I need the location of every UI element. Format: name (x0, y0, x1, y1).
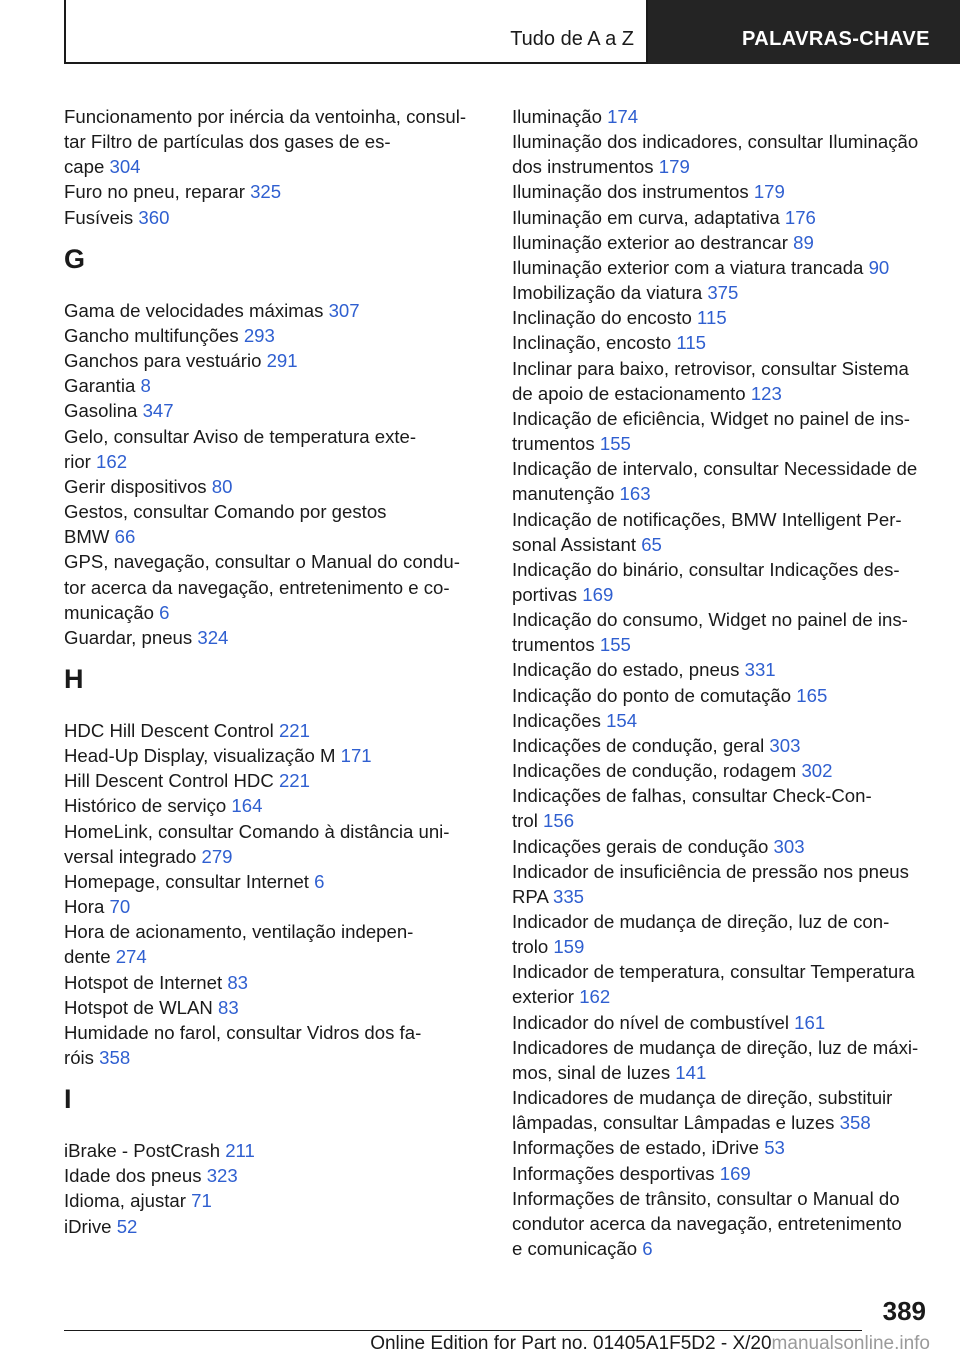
index-entry (64, 205, 484, 230)
index-entry-line: Head-Up Display, visualização M (64, 745, 336, 767)
page-reference-link[interactable]: 303 (773, 835, 805, 857)
index-entry-line: Hora (64, 896, 105, 918)
index-entry-line: róis (64, 1047, 94, 1068)
index-entry (64, 1163, 484, 1188)
page-reference-link[interactable]: 8 (140, 375, 151, 397)
page-reference-link[interactable]: 221 (278, 770, 310, 792)
index-entry-text (512, 984, 942, 1009)
index-entry-line: BMW (64, 526, 110, 548)
index-entry-line: Informações desportivas (512, 1162, 715, 1184)
index-entry (512, 1010, 942, 1035)
index-entry-line: Indicações gerais de condução (512, 835, 769, 857)
index-entry-line: Indicação do ponto de comutação (512, 684, 792, 706)
page-reference-link[interactable]: 323 (206, 1165, 238, 1187)
index-entry-line: versal integrado (64, 845, 197, 867)
index-entry (64, 474, 484, 499)
section-tab-label: Tudo de A a Z (510, 28, 634, 50)
index-entry-line: Garantia (64, 375, 136, 397)
index-entry-text (64, 1138, 484, 1163)
index-entry-text (512, 179, 942, 204)
page-reference-link[interactable]: 358 (99, 1047, 131, 1068)
index-entry-text (64, 373, 484, 398)
page-reference-link[interactable]: 347 (142, 400, 174, 422)
index-entry-line: Histórico de serviço (64, 795, 227, 817)
index-entry-text (64, 499, 484, 524)
index-entry-line: Gelo, consultar Aviso de temperatura exte- (64, 425, 417, 447)
page-reference-link[interactable]: 279 (201, 845, 233, 867)
page-reference-link[interactable]: 176 (784, 206, 816, 228)
index-entry-line: sonal Assistant (512, 533, 637, 555)
index-entry (512, 859, 942, 909)
index-entry (512, 1186, 942, 1261)
index-entry (512, 179, 942, 204)
page-reference-link[interactable]: 360 (138, 206, 170, 228)
index-entry-text (64, 718, 484, 743)
chapter-tab-label: PALAVRAS-CHAVE (742, 28, 930, 50)
page-reference-link[interactable]: 375 (707, 282, 739, 304)
index-entry-text (512, 758, 942, 783)
index-entry-line: Indicação de notificações, BMW Intelligent Per- (512, 508, 902, 530)
page-reference-link[interactable]: 83 (218, 996, 239, 1018)
page-reference-link[interactable]: 156 (543, 810, 575, 832)
index-entry-line: Inclinação, encosto (512, 332, 672, 354)
index-entry (512, 305, 942, 330)
index-entry-text (512, 1236, 942, 1261)
index-entry (64, 499, 484, 549)
index-entry-line: Indicação do consumo, Widget no painel de ins- (512, 609, 908, 631)
index-entry (512, 557, 942, 607)
index-entry-line: de apoio de estacionamento (512, 382, 746, 404)
index-entry (512, 129, 942, 179)
index-entry (512, 456, 942, 506)
index-entry (512, 507, 942, 557)
index-entry (64, 718, 484, 743)
index-entry-text (512, 934, 942, 959)
index-entry-line: Guardar, pneus (64, 626, 193, 648)
page-reference-link[interactable]: 165 (796, 684, 828, 706)
page-reference-link[interactable]: 302 (801, 760, 833, 782)
index-entry-line: portivas (512, 583, 578, 605)
index-entry (512, 205, 942, 230)
index-entry-text (512, 859, 942, 884)
page-reference-link[interactable]: 65 (641, 533, 662, 555)
page-reference-link[interactable]: 155 (599, 634, 631, 656)
index-entry-text (512, 632, 942, 657)
index-entry-text (64, 474, 484, 499)
index-entry-text (512, 557, 942, 582)
index-entry-line: Iluminação dos instrumentos (512, 181, 749, 203)
page-reference-link[interactable]: 358 (839, 1112, 871, 1134)
index-entry-line: Idade dos pneus (64, 1165, 202, 1187)
page-reference-link[interactable]: 162 (96, 450, 128, 472)
index-entry (64, 323, 484, 348)
index-entry (64, 894, 484, 919)
index-entry-line: lâmpadas, consultar Lâmpadas e luzes (512, 1112, 835, 1134)
index-entry (512, 758, 942, 783)
index-entry (512, 1135, 942, 1160)
page-reference-link[interactable]: 70 (109, 896, 131, 918)
index-entry-line: Indicador de temperatura, consultar Temperatura (512, 961, 915, 983)
page-reference-link[interactable]: 303 (769, 734, 801, 756)
index-entry-text (512, 657, 942, 682)
index-entry-line: trumentos (512, 433, 595, 455)
index-entry-line: tor acerca da navegação, entretenimento e co- (64, 576, 450, 598)
index-entry (512, 356, 942, 406)
page-reference-link[interactable]: 6 (159, 601, 170, 623)
index-entry (64, 424, 484, 474)
index-entry-text (512, 230, 942, 255)
index-letter-heading: G (64, 243, 86, 274)
page-reference-link[interactable]: 141 (675, 1061, 707, 1083)
index-entry-line: Hotspot de WLAN (64, 996, 213, 1018)
index-entry (64, 819, 484, 869)
index-entry-text (64, 819, 484, 844)
index-entry-text (64, 919, 484, 944)
index-entry (512, 683, 942, 708)
index-entry-line: HDC Hill Descent Control (64, 719, 274, 741)
index-entry-text (512, 154, 942, 179)
page-reference-link[interactable]: 155 (599, 433, 631, 455)
index-entry-line: Indicações de condução, geral (512, 734, 765, 756)
index-entry-text (64, 894, 484, 919)
index-entry-text (64, 600, 484, 625)
index-entry-text (64, 1214, 484, 1239)
page-reference-link[interactable]: 169 (582, 583, 614, 605)
index-entry (512, 834, 942, 859)
page-reference-link[interactable]: 324 (197, 626, 229, 648)
index-entry-text (64, 768, 484, 793)
index-entry (512, 783, 942, 833)
index-entry-text (64, 793, 484, 818)
index-entry-text (512, 1085, 942, 1110)
index-entry (512, 255, 942, 280)
page-reference-link[interactable]: 52 (116, 1215, 138, 1237)
page-reference-link[interactable]: 83 (227, 971, 249, 993)
index-entry-text (512, 406, 942, 431)
index-entry-line: rior (64, 450, 91, 472)
index-entry-line: Gancho multifunções (64, 324, 239, 346)
index-entry-line: Fusíveis (64, 206, 134, 228)
index-entry-line: Gerir dispositivos (64, 475, 207, 497)
index-entry-text (512, 507, 942, 532)
index-entry-text (64, 129, 484, 154)
index-entry-text (512, 205, 942, 230)
footer-rule (64, 1330, 862, 1331)
index-entry-text (64, 1020, 484, 1045)
page-reference-link[interactable]: 325 (250, 181, 282, 203)
index-entry-line: trolo (512, 936, 549, 958)
page-reference-link[interactable]: 90 (868, 256, 890, 278)
index-entry-line: mos, sinal de luzes (512, 1061, 671, 1083)
index-entry-text (512, 909, 942, 934)
page-reference-link[interactable]: 179 (658, 156, 690, 178)
index-entry-text (512, 708, 942, 733)
index-entry-line: dente (64, 946, 111, 968)
footer-edition-text: Online Edition for Part no. 01405A1F5D2 - X/20 (370, 1333, 772, 1354)
index-entry (512, 1035, 942, 1085)
index-entry-line: Iluminação (512, 106, 602, 127)
index-entry-text (512, 1110, 942, 1135)
index-entry-text (512, 733, 942, 758)
index-entry-text (512, 808, 942, 833)
index-entry-line: Gasolina (64, 400, 138, 422)
page-reference-link[interactable]: 53 (764, 1137, 785, 1159)
index-entry (64, 768, 484, 793)
index-entry (512, 406, 942, 456)
index-entry-text (64, 869, 484, 894)
index-entry (64, 1020, 484, 1070)
index-entry-text (512, 1135, 942, 1160)
index-entry-text (512, 255, 942, 280)
index-entry-line: Idioma, ajustar (64, 1190, 186, 1212)
index-entry (512, 230, 942, 255)
index-entry-text (64, 449, 484, 474)
page-reference-link[interactable]: 89 (793, 231, 814, 253)
index-entry-line: cape (64, 156, 105, 178)
index-entry-text (512, 834, 942, 859)
index-entry-text (512, 1186, 942, 1211)
index-entry-line: Indicação de intervalo, consultar Necessidade de (512, 458, 918, 480)
index-entry-text (512, 481, 942, 506)
footer-watermark: manualsonline.info (771, 1333, 930, 1354)
index-entry-line: dos instrumentos (512, 156, 654, 178)
index-entry-text (512, 607, 942, 632)
index-entry-text (512, 129, 942, 154)
index-entry-text (512, 1035, 942, 1060)
index-entry-line: Humidade no farol, consultar Vidros dos fa- (64, 1021, 422, 1043)
index-entry (512, 657, 942, 682)
index-entry-text (512, 431, 942, 456)
index-entry-line: Indicadores de mudança de direção, substituir (512, 1087, 893, 1109)
footer-edition (370, 1333, 930, 1355)
index-entry (64, 348, 484, 373)
index-entry-text (512, 1161, 942, 1186)
page-number: 389 (882, 1296, 926, 1326)
index-entry-line: Indicação do binário, consultar Indicações des- (512, 558, 900, 580)
index-entry (64, 919, 484, 969)
page-reference-link[interactable]: 159 (553, 936, 585, 958)
index-entry (512, 708, 942, 733)
index-entry (64, 104, 484, 179)
index-entry-text (512, 305, 942, 330)
index-entry-text (64, 323, 484, 348)
index-entry (64, 625, 484, 650)
section-tab (64, 0, 648, 64)
index-entry (64, 1214, 484, 1239)
index-entry-text (64, 944, 484, 969)
page-reference-link[interactable]: 307 (328, 299, 360, 321)
index-entry (64, 869, 484, 894)
index-entry-line: iDrive (64, 1215, 112, 1237)
index-entry-line: Indicações (512, 709, 601, 731)
index-entry-line: Gama de velocidades máximas (64, 299, 324, 321)
index-entry-text (64, 1163, 484, 1188)
page-reference-link[interactable]: 335 (553, 885, 585, 907)
index-entry-text (512, 582, 942, 607)
index-entry-text (64, 970, 484, 995)
index-entry-text (512, 884, 942, 909)
index-entry-text (64, 154, 484, 179)
page-reference-link[interactable]: 163 (619, 483, 651, 505)
index-entry (512, 280, 942, 305)
page-reference-link[interactable]: 293 (243, 324, 275, 346)
index-entry (512, 909, 942, 959)
index-entry (512, 330, 942, 355)
index-entry-text (512, 1060, 942, 1085)
index-entry-line: Iluminação em curva, adaptativa (512, 206, 780, 228)
index-entry (64, 1188, 484, 1213)
index-entry-line: exterior (512, 986, 575, 1008)
index-entry (64, 179, 484, 204)
index-entry-text (64, 179, 484, 204)
page-reference-link[interactable]: 169 (719, 1162, 751, 1184)
index-entry-line: Informações de trânsito, consultar o Manual do (512, 1187, 900, 1209)
page-reference-link[interactable]: 304 (109, 156, 141, 178)
index-entry-line: Indicador do nível de combustível (512, 1011, 789, 1033)
page-reference-link[interactable]: 6 (314, 870, 325, 892)
index-entry-line: Iluminação exterior ao destrancar (512, 231, 788, 253)
page-reference-link[interactable]: 162 (579, 986, 611, 1008)
index-entry-text (512, 1010, 942, 1035)
index-entry (512, 1085, 942, 1135)
index-entry-line: Imobilização da viatura (512, 282, 703, 304)
page-reference-link[interactable]: 164 (231, 795, 263, 817)
index-entry-text (64, 1188, 484, 1213)
index-entry-line: Indicador de mudança de direção, luz de con- (512, 911, 890, 932)
index-entry-text (512, 683, 942, 708)
page-reference-link[interactable]: 115 (676, 332, 707, 354)
page-reference-link[interactable]: 331 (744, 659, 776, 681)
page-reference-link[interactable]: 66 (114, 526, 136, 548)
index-entry-line: Hill Descent Control HDC (64, 770, 274, 792)
index-entry-line: Indicação de eficiência, Widget no painel de ins- (512, 407, 910, 429)
index-entry-line: GPS, navegação, consultar o Manual do condu- (64, 551, 460, 573)
index-entry-text (64, 625, 484, 650)
index-entry (512, 104, 942, 129)
page-reference-link[interactable]: 115 (697, 307, 727, 329)
index-entry-line: e comunicação (512, 1238, 638, 1260)
index-entry (512, 959, 942, 1009)
index-entry-text (512, 280, 942, 305)
index-entry-line: manutenção (512, 483, 615, 505)
index-entry-line: Informações de estado, iDrive (512, 1137, 760, 1159)
index-entry-text (64, 205, 484, 230)
index-entry-text (64, 743, 484, 768)
index-entry (64, 793, 484, 818)
index-entry-text (512, 532, 942, 557)
index-entry-text (512, 456, 942, 481)
index-entry-text (512, 959, 942, 984)
index-entry-text (64, 524, 484, 549)
index-entry-text (64, 575, 484, 600)
index-entry-line: municação (64, 601, 154, 623)
index-entry-line: Indicador de insuficiência de pressão nos pneus (512, 860, 909, 882)
page-reference-link[interactable]: 291 (266, 350, 298, 372)
index-entry-text (64, 1045, 484, 1070)
index-column-left (64, 104, 484, 1239)
chapter-tab (648, 0, 960, 64)
index-entry-line: Hora de acionamento, ventilação indepen- (64, 921, 414, 943)
index-entry-line: RPA (512, 885, 548, 907)
index-entry (64, 398, 484, 423)
index-entry-text (512, 783, 942, 808)
index-entry-line: Furo no pneu, reparar (64, 181, 245, 203)
index-entry-line: condutor acerca da navegação, entretenimento (512, 1212, 902, 1234)
index-entry-line: Funcionamento por inércia da ventoinha, consul- (64, 106, 467, 127)
page-reference-link[interactable]: 71 (191, 1190, 212, 1212)
index-entry-text (512, 381, 942, 406)
page-reference-link[interactable]: 171 (340, 745, 372, 767)
index-entry-line: trol (512, 810, 538, 832)
index-entry (64, 995, 484, 1020)
index-entry (64, 298, 484, 323)
index-entry-line: HomeLink, consultar Comando à distância uni- (64, 820, 450, 842)
index-entry (512, 607, 942, 657)
index-entry-line: Homepage, consultar Internet (64, 870, 309, 892)
page-reference-link[interactable]: 174 (607, 106, 639, 127)
index-entry-line: Indicadores de mudança de direção, luz de máxi- (512, 1036, 919, 1058)
index-entry-line: trumentos (512, 634, 595, 656)
index-entry (64, 970, 484, 995)
index-entry-text (64, 298, 484, 323)
index-entry-line: Indicação do estado, pneus (512, 659, 740, 681)
index-entry (64, 549, 484, 624)
index-entry-line: Indicações de falhas, consultar Check-Con- (512, 785, 872, 807)
index-entry-text (64, 348, 484, 373)
index-entry-text (512, 330, 942, 355)
index-entry-text (512, 1211, 942, 1236)
index-entry-text (64, 549, 484, 574)
index-entry (512, 1161, 942, 1186)
index-entry-line: Gestos, consultar Comando por gestos (64, 501, 387, 523)
index-entry-text (64, 844, 484, 869)
index-entry-line: Iluminação exterior com a viatura trancada (512, 256, 864, 278)
index-entry (512, 733, 942, 758)
index-entry-text (64, 398, 484, 423)
index-letter-heading: H (64, 663, 84, 694)
index-entry-text (64, 104, 484, 129)
index-entry-text (512, 104, 942, 129)
index-entry (64, 1138, 484, 1163)
index-entry-line: iBrake - PostCrash (64, 1140, 221, 1162)
index-column-right (512, 104, 942, 1261)
index-entry-line: Inclinar para baixo, retrovisor, consultar Sistema (512, 357, 909, 379)
page-reference-link[interactable]: 161 (794, 1011, 826, 1033)
index-entry-text (512, 356, 942, 381)
index-entry-text (64, 424, 484, 449)
page-reference-link[interactable]: 274 (115, 946, 147, 968)
page-reference-link[interactable]: 154 (606, 709, 638, 731)
page-reference-link[interactable]: 80 (211, 475, 233, 497)
page-reference-link[interactable]: 221 (278, 719, 310, 741)
index-entry-line: Ganchos para vestuário (64, 350, 262, 372)
index-entry (64, 743, 484, 768)
index-entry-line: Hotspot de Internet (64, 971, 223, 993)
index-entry-line: tar Filtro de partículas dos gases de es- (64, 131, 391, 153)
index-entry-line: Iluminação dos indicadores, consultar Iluminação (512, 131, 919, 153)
page-reference-link[interactable]: 123 (750, 382, 782, 404)
index-entry-text (64, 995, 484, 1020)
index-entry-line: Indicações de condução, rodagem (512, 760, 797, 782)
index-entry (64, 373, 484, 398)
page-reference-link[interactable]: 6 (642, 1238, 653, 1260)
page-reference-link[interactable]: 179 (753, 181, 785, 203)
page-reference-link[interactable]: 211 (225, 1140, 255, 1162)
index-entry-line: Inclinação do encosto (512, 307, 692, 329)
index-letter-heading: I (64, 1084, 72, 1115)
